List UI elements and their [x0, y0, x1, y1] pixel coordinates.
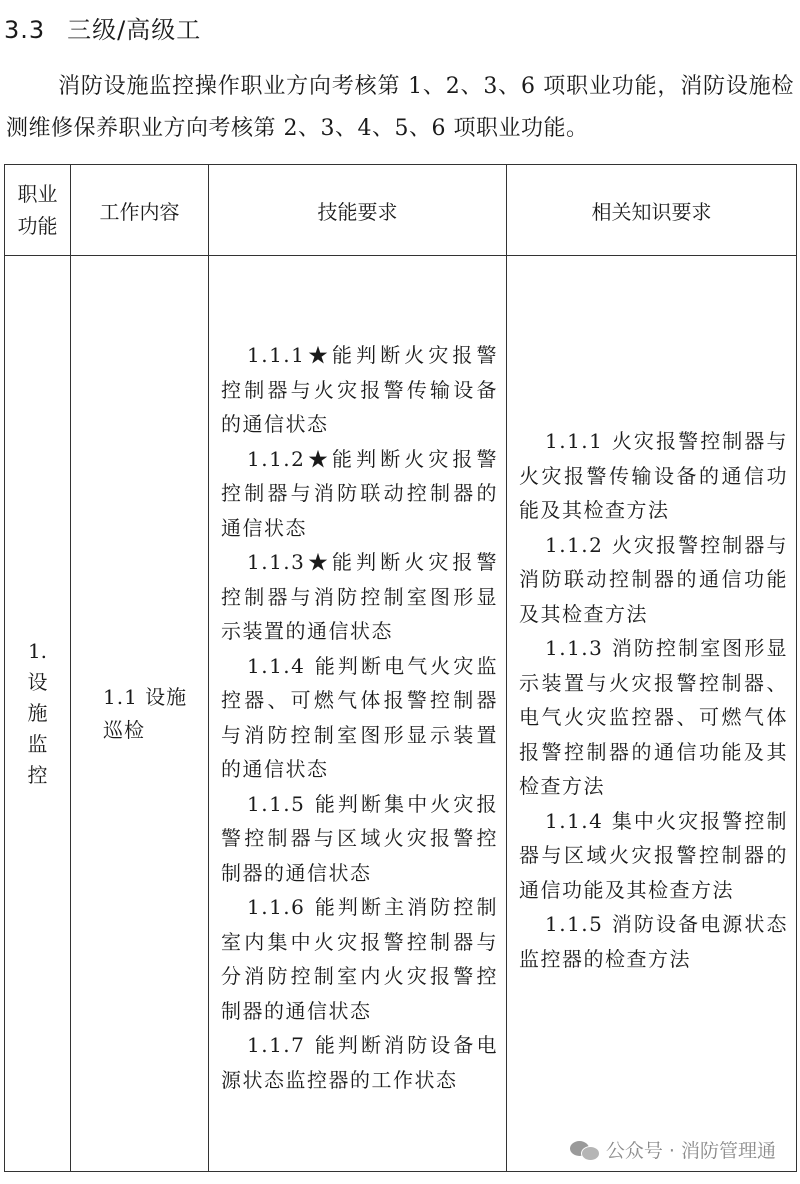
function-char: 设	[27, 670, 48, 694]
skills-cell	[209, 256, 507, 1172]
section-title: 三级/高级工	[67, 16, 202, 44]
knowledge-item: 1.1.1 火灾报警控制器与火灾报警传输设备的通信功能及其检查方法	[519, 429, 788, 522]
section-number: 3.3	[4, 16, 46, 44]
function-char: 控	[27, 763, 48, 787]
header-knowledge: 相关知识要求	[507, 165, 797, 256]
skill-item: 1.1.5 能判断集中火灾报警控制器与区域火灾报警控制器的通信状态	[221, 791, 498, 885]
skill-item: 1.1.4 能判断电气火灾监控器、可燃气体报警控制器与消防控制室图形显示装置的通信状态	[221, 653, 498, 781]
skill-item: 1.1.3★能判断火灾报警控制器与消防控制室图形显示装置的通信状态	[221, 550, 498, 643]
function-char: 监	[27, 732, 48, 756]
knowledge-cell	[507, 256, 797, 1172]
table-header-row	[5, 165, 797, 256]
intro-paragraph: 消防设施监控操作职业方向考核第 1、2、3、6 项职业功能，消防设施检测维修保养职业方向考核第 2、3、4、5、6 项职业功能。	[6, 74, 794, 141]
knowledge-item: 1.1.2 火灾报警控制器与消防联动控制器的通信功能及其检查方法	[519, 532, 788, 626]
skill-item: 1.1.7 能判断消防设备电源状态监控器的工作状态	[221, 1033, 498, 1092]
header-function-line1: 职业	[17, 182, 58, 206]
knowledge-item: 1.1.5 消防设备电源状态监控器的检查方法	[519, 912, 788, 971]
section-heading	[4, 10, 201, 45]
work-content-cell	[71, 256, 209, 1172]
watermark	[570, 1136, 776, 1163]
knowledge-item: 1.1.4 集中火灾报警控制器与区域火灾报警控制器的通信功能及其检查方法	[519, 808, 788, 902]
skill-item: 1.1.6 能判断主消防控制室内集中火灾报警控制器与分消防控制室内火灾报警控制器的通信状态	[221, 895, 498, 1023]
knowledge-list	[507, 256, 796, 976]
skills-table	[4, 164, 797, 1172]
skills-list	[209, 256, 506, 1097]
wechat-icon	[570, 1140, 600, 1160]
function-cell	[5, 256, 71, 1172]
function-number: 1.	[27, 639, 48, 663]
header-function	[5, 165, 71, 256]
header-skills: 技能要求	[209, 165, 507, 256]
work-content-text: 1.1 设施巡检	[103, 684, 188, 742]
skill-item: 1.1.2★能判断火灾报警控制器与消防联动控制器的通信状态	[221, 446, 498, 540]
skill-item: 1.1.1★能判断火灾报警控制器与火灾报警传输设备的通信状态	[221, 343, 498, 436]
header-function-line2: 功能	[17, 214, 58, 238]
knowledge-item: 1.1.3 消防控制室图形显示装置与火灾报警控制器、电气火灾监控器、可燃气体报警控制器的通信功能及其检查方法	[519, 636, 788, 798]
watermark-text: 公众号 · 消防管理通	[605, 1140, 776, 1162]
function-char: 施	[27, 701, 48, 725]
header-work-content: 工作内容	[71, 165, 209, 256]
table-row	[5, 256, 797, 1172]
